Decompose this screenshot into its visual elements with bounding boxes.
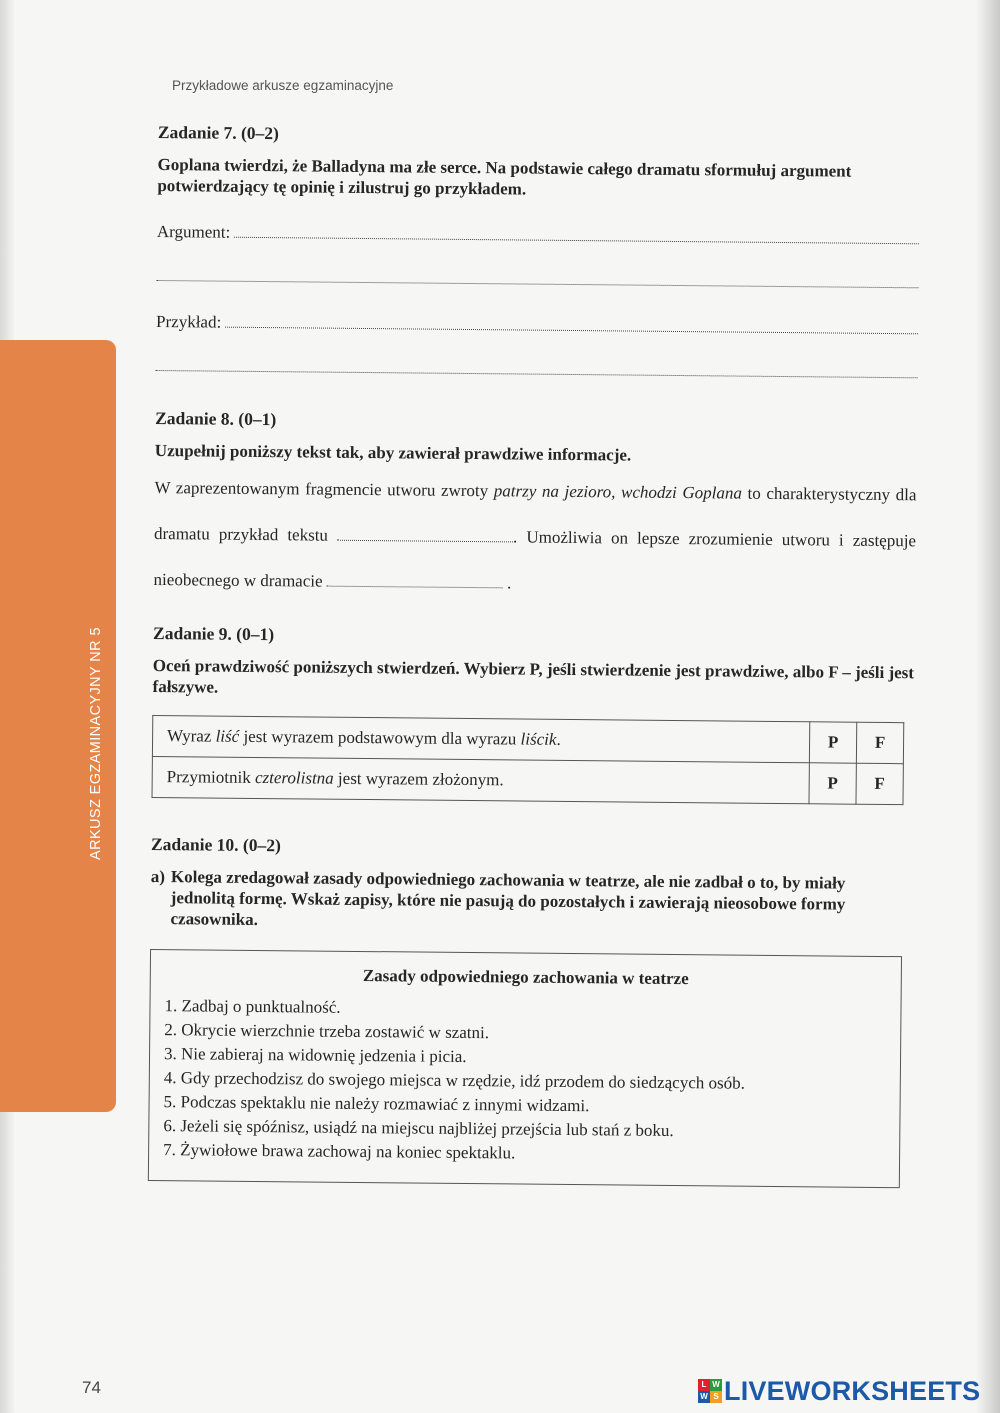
page-right-shadow — [976, 0, 1000, 1413]
task-8-instruction: Uzupełnij poniższy tekst tak, aby zawierał prawdziwe informacje. — [154, 440, 632, 465]
argument-line-2 — [156, 256, 918, 293]
running-header: Przykładowe arkusze egzaminacyjne — [172, 78, 394, 93]
statement-1-true-option[interactable]: P — [809, 722, 856, 763]
argument-label: Argument: — [156, 221, 231, 242]
task-8-text-part3: . Umożliwia on lepsze zrozumienie utworu i zastępuje nieobecnego w dramacie — [153, 527, 917, 591]
table-row — [152, 756, 903, 804]
rules-list — [149, 994, 901, 1169]
statement-2-false-option[interactable]: F — [856, 763, 903, 804]
rule-item[interactable]: 7. Żywiołowe brawa zachowaj na koniec spektaklu. — [163, 1140, 516, 1163]
statement-2-true-option[interactable]: P — [809, 763, 856, 804]
example-label: Przykład: — [155, 311, 222, 332]
task-10a-instruction — [150, 866, 913, 936]
liveworksheets-badge-icon: L W W S — [698, 1379, 722, 1403]
task-10-title: Zadanie 10. (0–2) — [150, 833, 281, 856]
argument-answer-field[interactable] — [234, 237, 919, 245]
task-8-text — [153, 465, 916, 610]
replacement-answer-field[interactable] — [327, 572, 503, 589]
rule-item[interactable]: 6. Jeżeli się spóźnisz, usiądź na miejscu najbliżej przejścia lub stań z boku. — [163, 1116, 674, 1140]
text-type-answer-field[interactable] — [337, 526, 513, 543]
task-9-instruction: Oceń prawdziwość poniższych stwierdzeń. Wybierz P, jeśli stwierdzenie jest prawdziwe, albo F – jeśli jest fałszywe. — [152, 655, 915, 697]
side-tab-label: ARKUSZ EGZAMINACYJNY NR 5 — [88, 627, 104, 860]
rules-box — [148, 949, 902, 1188]
true-false-table — [152, 715, 905, 805]
task-8-text-italic: patrzy na jezioro, wchodzi Goplana — [493, 481, 743, 503]
task-8-title: Zadanie 8. (0–1) — [155, 407, 277, 430]
task-8 — [153, 408, 917, 610]
task-7-instruction: Goplana twierdzi, że Balladyna ma złe serce. Na podstawie całego dramatu sformułuj argument potwierdzający tę opinię i zilustruj go przykładem. — [157, 154, 852, 199]
task-7-title: Zadanie 7. (0–2) — [157, 122, 280, 144]
task-7 — [156, 122, 920, 383]
task-9 — [152, 623, 916, 805]
task-9-title: Zadanie 9. (0–1) — [152, 622, 275, 645]
argument-line — [157, 212, 919, 249]
task-8-text-end: . — [506, 573, 512, 593]
statement-2: Przymiotnik czterolistna jest wyrazem złożonym. — [152, 756, 809, 803]
argument-answer-field-2[interactable] — [156, 280, 918, 288]
table-row — [152, 715, 903, 763]
page-number: 74 — [82, 1378, 101, 1397]
rule-item[interactable]: 1. Zadbaj o punktualność. — [164, 996, 341, 1017]
task-8-text-part1: W zaprezentowanym fragmencie utworu zwroty — [154, 477, 489, 501]
example-answer-field[interactable] — [225, 327, 918, 335]
page-content — [148, 122, 920, 1188]
liveworksheets-logo-text: LIVEWORKSHEETS — [724, 1375, 981, 1406]
rule-item[interactable]: 3. Nie zabieraj na widownię jedzenia i picia. — [163, 1044, 467, 1067]
rule-item[interactable]: 2. Okrycie wierzchnie trzeba zostawić w szatni. — [164, 1020, 490, 1043]
rule-item[interactable]: 5. Podczas spektaklu nie należy rozmawiać z innymi widzami. — [163, 1092, 590, 1116]
rule-item[interactable]: 4. Gdy przechodzisz do swojego miejsca w rzędzie, idź przodem do siedzących osób. — [163, 1068, 746, 1093]
task-10a-text: Kolega zredagował zasady odpowiedniego zachowania w teatrze, ale nie zadbał o to, by miały jednolitą formę. Wskaż zapisy, które nie pasują do pozostałych i zawierają nieosobowe formy czasownika. — [170, 867, 846, 929]
statement-1: Wyraz liść jest wyrazem podstawowym dla wyrazu liścik. — [152, 715, 809, 762]
statement-1-false-option[interactable]: F — [856, 722, 903, 763]
task-8-text-part2: to charakterystyczny dla dramatu przykład tekstu — [153, 483, 917, 545]
rules-box-title: Zasady odpowiedniego zachowania w teatrze — [362, 966, 689, 989]
example-line — [156, 302, 918, 339]
liveworksheets-logo — [698, 1376, 980, 1406]
task-10 — [148, 834, 913, 1188]
subtask-marker: a) — [150, 866, 166, 887]
